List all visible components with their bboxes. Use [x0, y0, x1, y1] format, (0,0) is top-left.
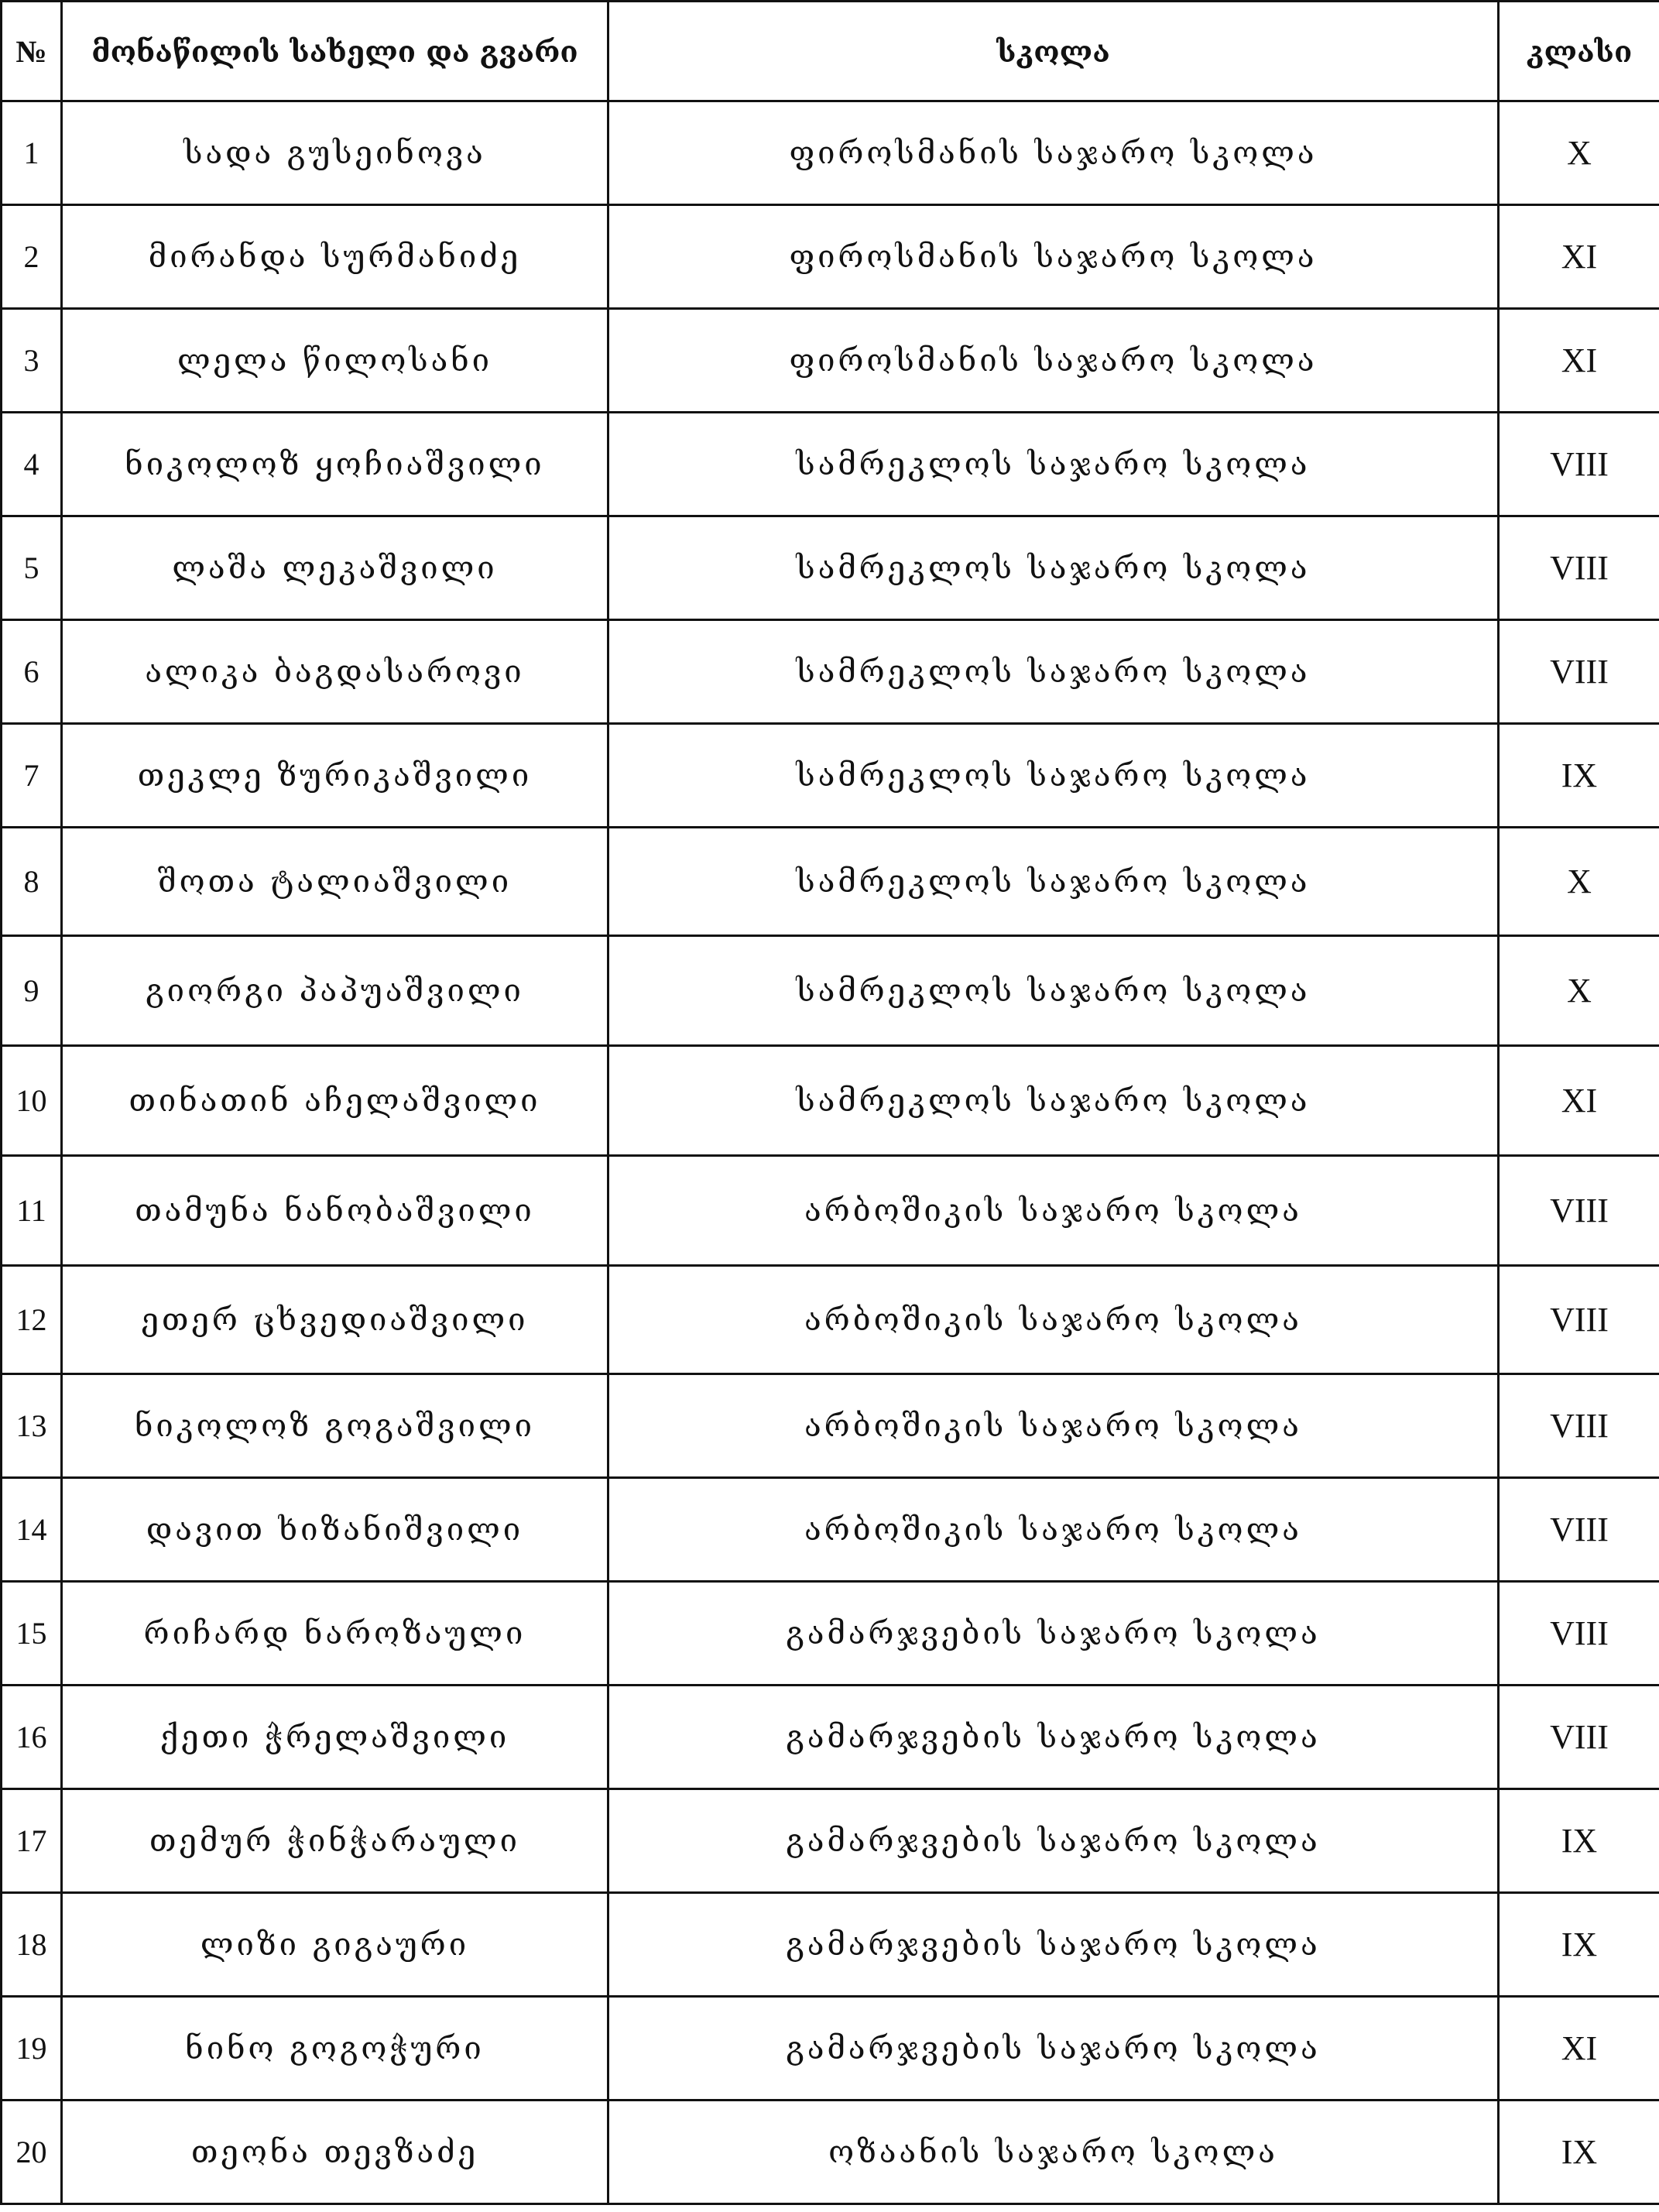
row-number: 6: [2, 620, 62, 724]
participant-name: ეთერ ცხვედიაშვილი: [62, 1266, 608, 1374]
class-grade: XI: [1499, 309, 1659, 413]
class-grade: IX: [1499, 724, 1659, 828]
table-row: [2, 828, 1659, 936]
table-row: [2, 1374, 1659, 1478]
table-row: [2, 205, 1659, 309]
table-row: [2, 1478, 1659, 1582]
table-row: [2, 1686, 1659, 1789]
school-name: სამრეკლოს საჯარო სკოლა: [608, 1046, 1499, 1156]
table-row: [2, 1046, 1659, 1156]
table-row: [2, 1789, 1659, 1893]
header-grade: კლასი: [1499, 2, 1659, 101]
row-number: 7: [2, 724, 62, 828]
school-name: გამარჯვების საჯარო სკოლა: [608, 1997, 1499, 2101]
school-name: ფიროსმანის საჯარო სკოლა: [608, 101, 1499, 205]
participant-name: მირანდა სურმანიძე: [62, 205, 608, 309]
row-number: 13: [2, 1374, 62, 1478]
row-number: 19: [2, 1997, 62, 2101]
participant-name: თამუნა ნანობაშვილი: [62, 1156, 608, 1266]
participant-name: ქეთი ჭრელაშვილი: [62, 1686, 608, 1789]
participant-name: ნიკოლოზ გოგაშვილი: [62, 1374, 608, 1478]
class-grade: X: [1499, 101, 1659, 205]
school-name: სამრეკლოს საჯარო სკოლა: [608, 516, 1499, 620]
table-row: [2, 1997, 1659, 2101]
table-row: [2, 1266, 1659, 1374]
header-row: [2, 2, 1659, 101]
school-name: გამარჯვების საჯარო სკოლა: [608, 1893, 1499, 1997]
school-name: არბოშიკის საჯარო სკოლა: [608, 1266, 1499, 1374]
table-row: [2, 309, 1659, 413]
class-grade: VIII: [1499, 620, 1659, 724]
row-number: 16: [2, 1686, 62, 1789]
table-row: [2, 413, 1659, 516]
class-grade: VIII: [1499, 1156, 1659, 1266]
school-name: ფიროსმანის საჯარო სკოლა: [608, 309, 1499, 413]
school-name: სამრეკლოს საჯარო სკოლა: [608, 413, 1499, 516]
row-number: 12: [2, 1266, 62, 1374]
class-grade: VIII: [1499, 413, 1659, 516]
school-name: არბოშიკის საჯარო სკოლა: [608, 1478, 1499, 1582]
school-name: გამარჯვების საჯარო სკოლა: [608, 1789, 1499, 1893]
table-row: [2, 936, 1659, 1046]
class-grade: XI: [1499, 205, 1659, 309]
participant-name: ლელა წილოსანი: [62, 309, 608, 413]
table-row: [2, 1156, 1659, 1266]
participant-name: თემურ ჭინჭარაული: [62, 1789, 608, 1893]
participant-name: თეკლე ზურიკაშვილი: [62, 724, 608, 828]
class-grade: X: [1499, 828, 1659, 936]
row-number: 8: [2, 828, 62, 936]
class-grade: IX: [1499, 1789, 1659, 1893]
school-name: ოზაანის საჯარო სკოლა: [608, 2101, 1499, 2204]
table-row: [2, 724, 1659, 828]
class-grade: IX: [1499, 1893, 1659, 1997]
table-row: [2, 516, 1659, 620]
header-school: სკოლა: [608, 2, 1499, 101]
participant-name: ლიზი გიგაური: [62, 1893, 608, 1997]
row-number: 14: [2, 1478, 62, 1582]
table-body: [2, 101, 1659, 2204]
school-name: არბოშიკის საჯარო სკოლა: [608, 1374, 1499, 1478]
participant-name: თეონა თევზაძე: [62, 2101, 608, 2204]
class-grade: XI: [1499, 1997, 1659, 2101]
school-name: გამარჯვების საჯარო სკოლა: [608, 1686, 1499, 1789]
participant-name: შოთა ტალიაშვილი: [62, 828, 608, 936]
row-number: 1: [2, 101, 62, 205]
participant-name: თინათინ აჩელაშვილი: [62, 1046, 608, 1156]
participant-name: ნინო გოგოჭური: [62, 1997, 608, 2101]
participant-name: გიორგი პაპუაშვილი: [62, 936, 608, 1046]
school-name: სამრეკლოს საჯარო სკოლა: [608, 724, 1499, 828]
class-grade: VIII: [1499, 1266, 1659, 1374]
row-number: 10: [2, 1046, 62, 1156]
row-number: 17: [2, 1789, 62, 1893]
participant-name: ნიკოლოზ ყოჩიაშვილი: [62, 413, 608, 516]
row-number: 11: [2, 1156, 62, 1266]
participant-name: ალიკა ბაგდასაროვი: [62, 620, 608, 724]
class-grade: VIII: [1499, 1478, 1659, 1582]
school-name: სამრეკლოს საჯარო სკოლა: [608, 936, 1499, 1046]
school-name: არბოშიკის საჯარო სკოლა: [608, 1156, 1499, 1266]
school-name: სამრეკლოს საჯარო სკოლა: [608, 620, 1499, 724]
school-name: ფიროსმანის საჯარო სკოლა: [608, 205, 1499, 309]
header-number: №: [2, 2, 62, 101]
class-grade: XI: [1499, 1046, 1659, 1156]
participant-name: დავით ხიზანიშვილი: [62, 1478, 608, 1582]
header-name: მონაწილის სახელი და გვარი: [62, 2, 608, 101]
class-grade: VIII: [1499, 1686, 1659, 1789]
row-number: 3: [2, 309, 62, 413]
row-number: 4: [2, 413, 62, 516]
table-row: [2, 620, 1659, 724]
table-row: [2, 101, 1659, 205]
school-name: სამრეკლოს საჯარო სკოლა: [608, 828, 1499, 936]
table-row: [2, 2101, 1659, 2204]
participant-name: სადა გუსეინოვა: [62, 101, 608, 205]
class-grade: VIII: [1499, 1582, 1659, 1686]
row-number: 9: [2, 936, 62, 1046]
class-grade: X: [1499, 936, 1659, 1046]
row-number: 5: [2, 516, 62, 620]
participant-name: ლაშა ლეკაშვილი: [62, 516, 608, 620]
class-grade: VIII: [1499, 516, 1659, 620]
table-row: [2, 1582, 1659, 1686]
class-grade: IX: [1499, 2101, 1659, 2204]
table-row: [2, 1893, 1659, 1997]
class-grade: VIII: [1499, 1374, 1659, 1478]
row-number: 20: [2, 2101, 62, 2204]
participant-name: რიჩარდ ნაროზაული: [62, 1582, 608, 1686]
school-name: გამარჯვების საჯარო სკოლა: [608, 1582, 1499, 1686]
row-number: 15: [2, 1582, 62, 1686]
row-number: 18: [2, 1893, 62, 1997]
row-number: 2: [2, 205, 62, 309]
table-header: [2, 2, 1659, 101]
